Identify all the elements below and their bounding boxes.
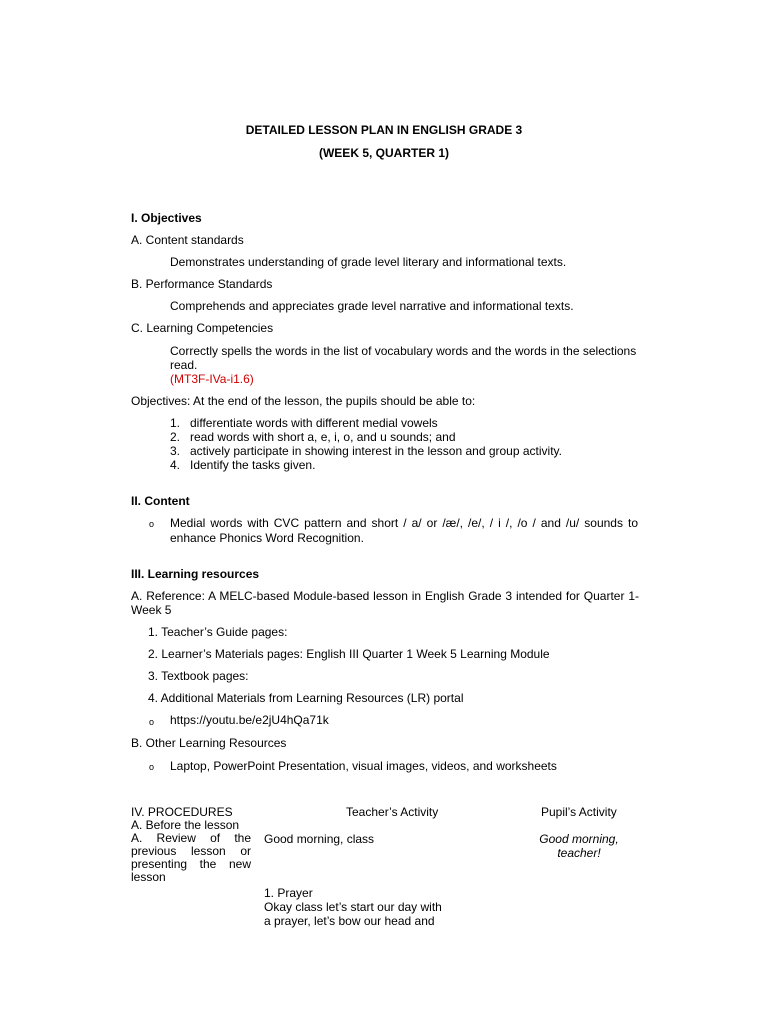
objective-number: 1.: [170, 416, 181, 430]
objective-item: actively participate in showing interest in the lesson and group activity.: [190, 444, 562, 458]
prayer-label: 1. Prayer: [264, 886, 313, 900]
content-standards-text: Demonstrates understanding of grade level literary and informational texts.: [170, 255, 567, 269]
review-label: A. Review of the previous lesson or presenting the new lesson: [131, 831, 251, 884]
competency-code: (MT3F-IVa-i1.6): [170, 372, 254, 386]
bullet-icon: o: [149, 762, 155, 772]
objective-number: 3.: [170, 444, 181, 458]
teacher-greeting: Good morning, class: [264, 832, 375, 846]
objectives-intro: Objectives: At the end of the lesson, the pupils should be able to:: [131, 394, 476, 408]
page-subtitle: (WEEK 5, QUARTER 1): [318, 146, 449, 160]
pupil-activity-header: Pupil’s Activity: [541, 805, 617, 819]
content-heading: II. Content: [131, 494, 190, 508]
objective-number: 4.: [170, 458, 181, 472]
resource-item: 3. Textbook pages:: [148, 669, 249, 683]
objective-number: 2.: [170, 430, 181, 444]
resource-item: 2. Learner’s Materials pages: English III Quarter 1 Week 5 Learning Module: [148, 647, 550, 661]
before-lesson-label: A. Before the lesson: [131, 818, 240, 832]
objective-item: Identify the tasks given.: [190, 458, 316, 472]
performance-standards-label: B. Performance Standards: [131, 277, 273, 291]
content-standards-label: A. Content standards: [131, 233, 244, 247]
resource-item: 1. Teacher’s Guide pages:: [148, 625, 288, 639]
resources-heading: III. Learning resources: [131, 567, 260, 581]
objective-item: read words with short a, e, i, o, and u sounds; and: [190, 430, 456, 444]
objective-item: differentiate words with different medial vowels: [190, 416, 438, 430]
content-text: Medial words with CVC pattern and short / a/ or /æ/, /e/, / i /, /o / and /u/ sounds to enhance Phonics Word Recognition.: [170, 516, 638, 545]
performance-standards-text: Comprehends and appreciates grade level narrative and informational texts.: [170, 299, 574, 313]
teacher-activity-header: Teacher’s Activity: [346, 805, 439, 819]
page-title: DETAILED LESSON PLAN IN ENGLISH GRADE 3: [245, 123, 523, 137]
learning-competencies-label: C. Learning Competencies: [131, 321, 274, 335]
bullet-icon: o: [149, 717, 155, 727]
youtube-link[interactable]: https://youtu.be/e2jU4hQa71k: [170, 713, 329, 727]
other-resources-label: B. Other Learning Resources: [131, 736, 287, 750]
bullet-icon: o: [149, 519, 155, 529]
pupil-greeting: Good morning, teacher!: [539, 832, 619, 860]
learning-competencies-text: Correctly spells the words in the list of vocabulary words and the words in the selections read.: [170, 344, 637, 372]
reference-text: A. Reference: A MELC-based Module-based lesson in English Grade 3 intended for Quarter 1- Week 5: [131, 589, 639, 617]
objectives-heading: I. Objectives: [131, 211, 202, 225]
resource-item: 4. Additional Materials from Learning Resources (LR) portal: [148, 691, 464, 705]
prayer-text: Okay class let’s start our day with a prayer, let’s bow our head and: [264, 900, 442, 928]
other-resources-text: Laptop, PowerPoint Presentation, visual images, videos, and worksheets: [170, 759, 557, 773]
procedures-header: IV. PROCEDURES: [131, 805, 233, 819]
